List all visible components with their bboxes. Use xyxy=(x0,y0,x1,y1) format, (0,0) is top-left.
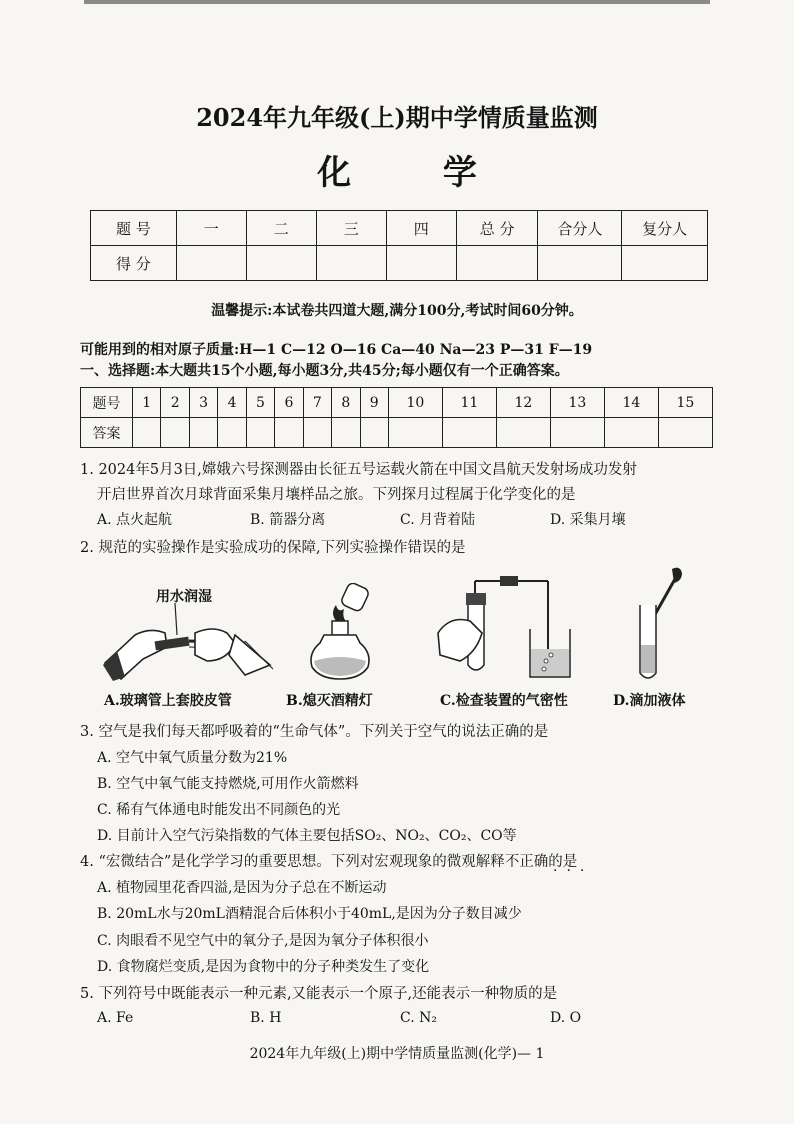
figure-b-caption: B.熄灭酒精灯 xyxy=(286,693,373,709)
answer-input-cell[interactable] xyxy=(161,418,189,448)
question-number-cell: 14 xyxy=(604,388,658,418)
q3-option-d[interactable]: D. 目前计入空气污染指数的气体主要包括SO₂、NO₂、CO₂、CO等 xyxy=(97,828,517,844)
answer-input-cell[interactable] xyxy=(246,418,274,448)
top-edge-line xyxy=(84,0,710,4)
score-input-cell[interactable] xyxy=(456,246,538,281)
answer-table xyxy=(80,387,713,448)
score-cell: 二 xyxy=(246,211,316,246)
answer-input-cell[interactable] xyxy=(604,418,658,448)
score-input-cell[interactable] xyxy=(538,246,622,281)
q3-option-a[interactable]: A. 空气中氧气质量分数为21% xyxy=(97,750,288,766)
question-number-cell: 11 xyxy=(442,388,496,418)
page-footer: 2024年九年级(上)期中学情质量监测(化学)— 1 xyxy=(249,1046,545,1062)
atomic-masses: 可能用到的相对原子质量:H—1 C—12 O—16 Ca—40 Na—23 P—31 F—19 xyxy=(80,342,593,358)
q4-option-d[interactable]: D. 食物腐烂变质,是因为食物中的分子种类发生了变化 xyxy=(97,959,430,975)
q4-option-c[interactable]: C. 肉眼看不见空气中的氧分子,是因为氧分子体积很小 xyxy=(97,933,429,949)
q5-option-d[interactable]: D. O xyxy=(550,1010,582,1026)
score-cell: 总 分 xyxy=(456,211,538,246)
question-number-cell: 4 xyxy=(218,388,246,418)
q3-option-b[interactable]: B. 空气中氧气能支持燃烧,可用作火箭燃料 xyxy=(97,776,359,792)
score-input-cell[interactable] xyxy=(386,246,456,281)
answer-input-cell[interactable] xyxy=(550,418,604,448)
question-number-cell: 1 xyxy=(133,388,161,418)
figure-d-caption: D.滴加液体 xyxy=(613,693,686,709)
score-input-cell[interactable] xyxy=(246,246,316,281)
answer-input-cell[interactable] xyxy=(332,418,360,448)
answer-row-label: 答案 xyxy=(81,418,133,448)
q1-option-a[interactable]: A. 点火起航 xyxy=(97,512,173,528)
section1-heading: 一、选择题:本大题共15个小题,每小题3分,共45分;每小题仅有一个正确答案。 xyxy=(80,363,569,379)
score-cell: 四 xyxy=(386,211,456,246)
answer-input-cell[interactable] xyxy=(189,418,217,448)
answer-input-cell[interactable] xyxy=(360,418,388,448)
score-table-score-row xyxy=(91,246,708,281)
answer-table-number-row xyxy=(81,388,713,418)
q4-option-b[interactable]: B. 20mL水与20mL酒精混合后体积小于40mL,是因为分子数目减少 xyxy=(97,906,522,922)
score-cell: 三 xyxy=(316,211,386,246)
score-cell: 一 xyxy=(176,211,246,246)
question-number-cell: 12 xyxy=(496,388,550,418)
score-cell: 题 号 xyxy=(91,211,177,246)
answer-input-cell[interactable] xyxy=(658,418,712,448)
q5-option-a[interactable]: A. Fe xyxy=(97,1010,134,1026)
q4-emphasis-dots: ··· xyxy=(553,863,594,879)
figure-a-glass-tube xyxy=(95,603,280,683)
score-table-header-row xyxy=(91,211,708,246)
answer-input-cell[interactable] xyxy=(133,418,161,448)
q5-option-b[interactable]: B. H xyxy=(250,1010,282,1026)
score-table xyxy=(90,210,708,281)
answer-input-cell[interactable] xyxy=(303,418,331,448)
question-number-cell: 5 xyxy=(246,388,274,418)
score-input-cell[interactable] xyxy=(622,246,708,281)
question-number-cell: 10 xyxy=(388,388,442,418)
question-number-cell: 2 xyxy=(161,388,189,418)
exam-title: 2024年九年级(上)期中学情质量监测 xyxy=(196,103,598,132)
question-number-cell: 8 xyxy=(332,388,360,418)
score-input-cell[interactable] xyxy=(316,246,386,281)
answer-input-cell[interactable] xyxy=(496,418,550,448)
figure-c-airtightness xyxy=(430,573,590,683)
figure-c-caption: C.检查装置的气密性 xyxy=(440,693,568,709)
q1-option-c[interactable]: C. 月背着陆 xyxy=(400,512,476,528)
q4-option-a[interactable]: A. 植物园里花香四溢,是因为分子总在不断运动 xyxy=(97,880,387,896)
answer-input-cell[interactable] xyxy=(442,418,496,448)
q2-stem: 2. 规范的实验操作是实验成功的保障,下列实验操作错误的是 xyxy=(80,540,466,556)
q3-option-c[interactable]: C. 稀有气体通电时能发出不同颜色的光 xyxy=(97,802,341,818)
q1-stem-line1: 1. 2024年5月3日,嫦娥六号探测器由长征五号运载火箭在中国文昌航天发射场成功发射 xyxy=(80,462,637,478)
question-number-cell: 15 xyxy=(658,388,712,418)
figure-d-dropper xyxy=(620,565,690,685)
question-number-cell: 6 xyxy=(275,388,303,418)
score-input-cell[interactable] xyxy=(176,246,246,281)
exam-tip: 温馨提示:本试卷共四道大题,满分100分,考试时间60分钟。 xyxy=(211,303,583,319)
q5-stem: 5. 下列符号中既能表示一种元素,又能表示一个原子,还能表示一种物质的是 xyxy=(80,986,558,1002)
score-cell: 复分人 xyxy=(622,211,708,246)
subject-title: 化 学 xyxy=(317,153,517,193)
question-number-cell: 7 xyxy=(303,388,331,418)
q1-option-d[interactable]: D. 采集月壤 xyxy=(550,512,626,528)
q5-option-c[interactable]: C. N₂ xyxy=(400,1010,437,1026)
answer-input-cell[interactable] xyxy=(218,418,246,448)
q2-annotation-wet: 用水润湿 xyxy=(156,589,212,605)
q3-stem: 3. 空气是我们每天都呼吸着的“生命气体”。下列关于空气的说法正确的是 xyxy=(80,724,549,740)
score-row-label: 得 分 xyxy=(91,246,177,281)
question-number-cell: 13 xyxy=(550,388,604,418)
answer-input-cell[interactable] xyxy=(275,418,303,448)
answer-input-cell[interactable] xyxy=(388,418,442,448)
score-cell: 合分人 xyxy=(538,211,622,246)
q1-option-b[interactable]: B. 箭器分离 xyxy=(250,512,326,528)
q4-stem: 4. “宏微结合”是化学学习的重要思想。下列对宏观现象的微观解释不正确的是 xyxy=(80,854,578,870)
question-number-cell: 3 xyxy=(189,388,217,418)
figure-b-alcohol-lamp xyxy=(300,583,380,683)
figure-a-caption: A.玻璃管上套胶皮管 xyxy=(104,693,232,709)
answer-row-label: 题号 xyxy=(81,388,133,418)
answer-table-answer-row xyxy=(81,418,713,448)
question-number-cell: 9 xyxy=(360,388,388,418)
q1-stem-line2: 开启世界首次月球背面采集月壤样品之旅。下列探月过程属于化学变化的是 xyxy=(97,487,576,503)
